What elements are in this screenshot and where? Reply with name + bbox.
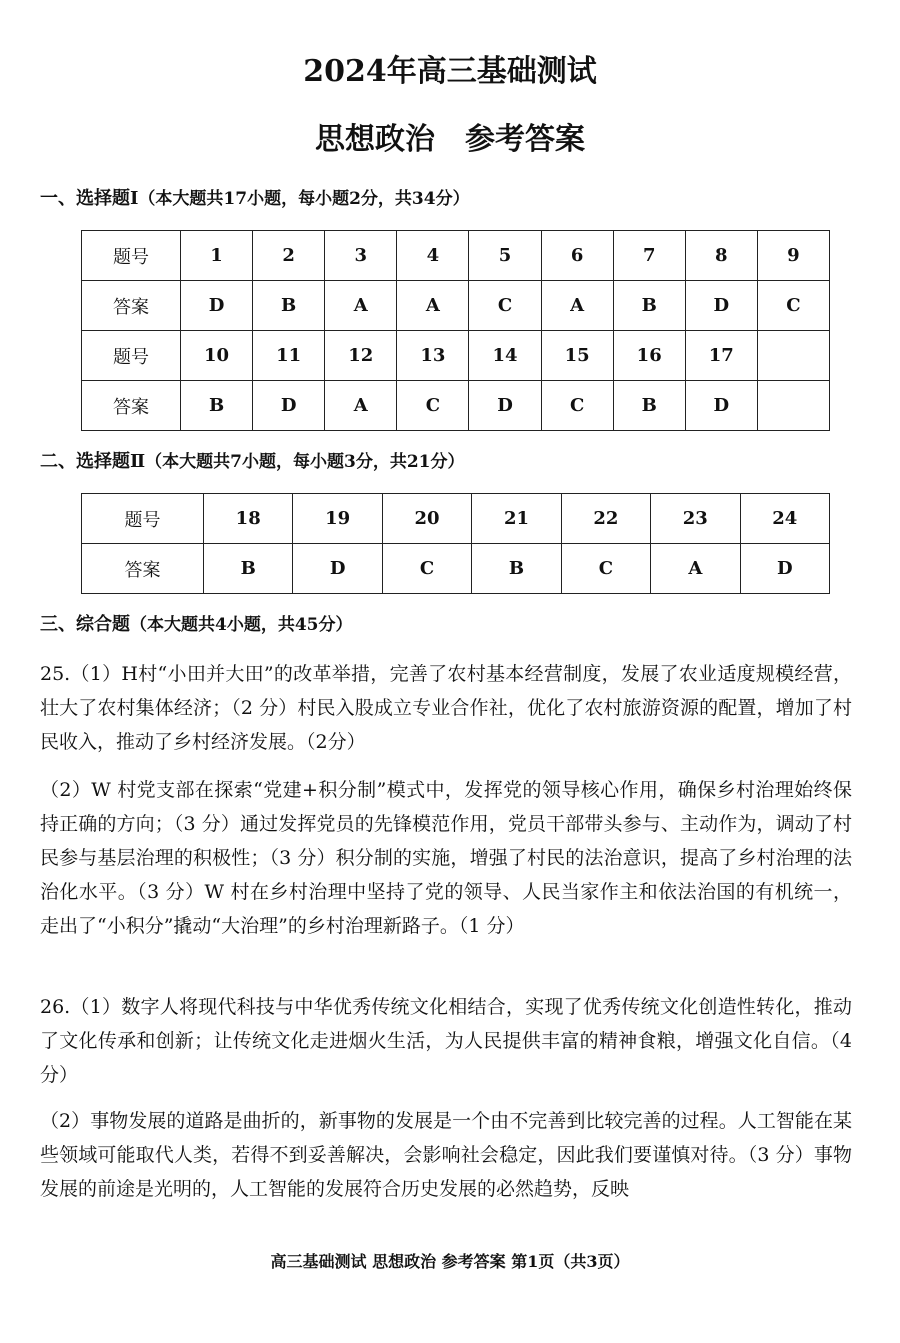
question-number-cell: 3 [325, 231, 397, 281]
answer-cell: A [541, 281, 613, 331]
answer-row [82, 544, 830, 594]
question-number-cell: 8 [685, 231, 757, 281]
question-number-cell: 15 [541, 331, 613, 381]
section1-note: （本大题共17小题，每小题2分，共34分） [138, 189, 470, 209]
question-number-cell: 23 [651, 494, 740, 544]
question-number-cell: 6 [541, 231, 613, 281]
question-number-row [82, 494, 830, 544]
row-label-number: 题号 [82, 494, 204, 544]
question-number-cell: 9 [757, 231, 829, 281]
row-label-number: 题号 [82, 331, 181, 381]
answer-cell: D [181, 281, 253, 331]
answer-cell: C [541, 381, 613, 431]
question-26-part-2: （2）事物发展的道路是曲折的，新事物的发展是一个由不完善到比较完善的过程。人工智能在某些领域可能取代人类，若得不到妥善解决，会影响社会稳定，因此我们要谨慎对待。（3 分）事物发展的前途是光明的，人工智能的发展符合历史发展的必然趋势，反映 [40, 1110, 852, 1200]
answer-table-1 [81, 230, 830, 431]
section3-title: 三、综合题 [40, 614, 130, 635]
section2-title: 二、选择题Ⅱ [40, 451, 146, 472]
question-number-cell: 21 [472, 494, 561, 544]
answer-cell: B [472, 544, 561, 594]
answer-cell: C [397, 381, 469, 431]
question-number-cell: 2 [253, 231, 325, 281]
answer-cell: B [613, 381, 685, 431]
answer-cell: B [253, 281, 325, 331]
question-number-cell: 24 [740, 494, 829, 544]
question-number-cell: 4 [397, 231, 469, 281]
question-number-row [82, 331, 830, 381]
question-number-cell: 19 [293, 494, 382, 544]
answer-cell: D [469, 381, 541, 431]
answer-cell: A [397, 281, 469, 331]
question-25-part-1: 25.（1）H村“小田并大田”的改革举措，完善了农村基本经营制度，发展了农业适度规模经营，壮大了农村集体经济；（2 分）村民入股成立专业合作社，优化了农村旅游资源的配置，增加了村民收入，推动了乡村经济发展。（2分） [40, 663, 852, 753]
section2-heading [40, 449, 465, 475]
question-number-cell: 10 [181, 331, 253, 381]
section3-note: （本大题共4小题，共45分） [130, 615, 353, 635]
row-label-answer: 答案 [82, 281, 181, 331]
answer-row [82, 381, 830, 431]
question-number-cell: 16 [613, 331, 685, 381]
answer-cell: B [181, 381, 253, 431]
question-number-cell: 22 [561, 494, 650, 544]
question-number-cell: 13 [397, 331, 469, 381]
answer-cell: D [740, 544, 829, 594]
answer-cell: C [382, 544, 471, 594]
document-subtitle: 思想政治 参考答案 [315, 122, 585, 157]
section1-heading [40, 186, 470, 212]
question-number-cell: 12 [325, 331, 397, 381]
answer-cell: A [325, 281, 397, 331]
answer-cell: A [325, 381, 397, 431]
section1-title: 一、选择题Ⅰ [40, 188, 139, 209]
row-label-answer: 答案 [82, 544, 204, 594]
question-number-cell: 11 [253, 331, 325, 381]
question-25-part-2: （2）W 村党支部在探索“党建+积分制”模式中，发挥党的领导核心作用，确保乡村治理始终保持正确的方向；（3 分）通过发挥党员的先锋模范作用，党员干部带头参与、主动作为，调动了村民参与基层治理的积极性；（3 分）积分制的实施，增强了村民的法治意识，提高了乡村治理的法治化水平。（3 分）W 村在乡村治理中坚持了党的领导、人民当家作主和依法治国的有机统一，走出了“小积分”撬动“大治理”的乡村治理新路子。（1 分） [40, 779, 852, 937]
document-title: 2024年高三基础测试 [303, 54, 597, 89]
answer-cell: B [613, 281, 685, 331]
answer-cell: A [651, 544, 740, 594]
question-26-part-1: 26.（1）数字人将现代科技与中华优秀传统文化相结合，实现了优秀传统文化创造性转化，推动了文化传承和创新；让传统文化走进烟火生活，为人民提供丰富的精神食粮，增强文化自信。（4分） [40, 996, 852, 1086]
row-label-number: 题号 [82, 231, 181, 281]
answer-cell: D [253, 381, 325, 431]
page-footer: 高三基础测试 思想政治 参考答案 第1页（共3页） [270, 1252, 630, 1271]
question-number-cell: 5 [469, 231, 541, 281]
question-number-cell [757, 331, 829, 381]
question-number-cell: 18 [204, 494, 293, 544]
section3-heading [40, 612, 353, 638]
question-number-cell: 7 [613, 231, 685, 281]
section2-note: （本大题共7小题，每小题3分，共21分） [145, 452, 465, 472]
question-number-cell: 17 [685, 331, 757, 381]
question-number-cell: 14 [469, 331, 541, 381]
answer-cell: D [685, 281, 757, 331]
answer-cell: C [561, 544, 650, 594]
question-number-row [82, 231, 830, 281]
answer-cell: C [469, 281, 541, 331]
answer-cell: D [685, 381, 757, 431]
row-label-answer: 答案 [82, 381, 181, 431]
answer-cell: C [757, 281, 829, 331]
answer-row [82, 281, 830, 331]
question-number-cell: 20 [382, 494, 471, 544]
answer-cell: B [204, 544, 293, 594]
answer-cell: D [293, 544, 382, 594]
answer-cell [757, 381, 829, 431]
answer-table-2 [81, 493, 830, 594]
question-number-cell: 1 [181, 231, 253, 281]
